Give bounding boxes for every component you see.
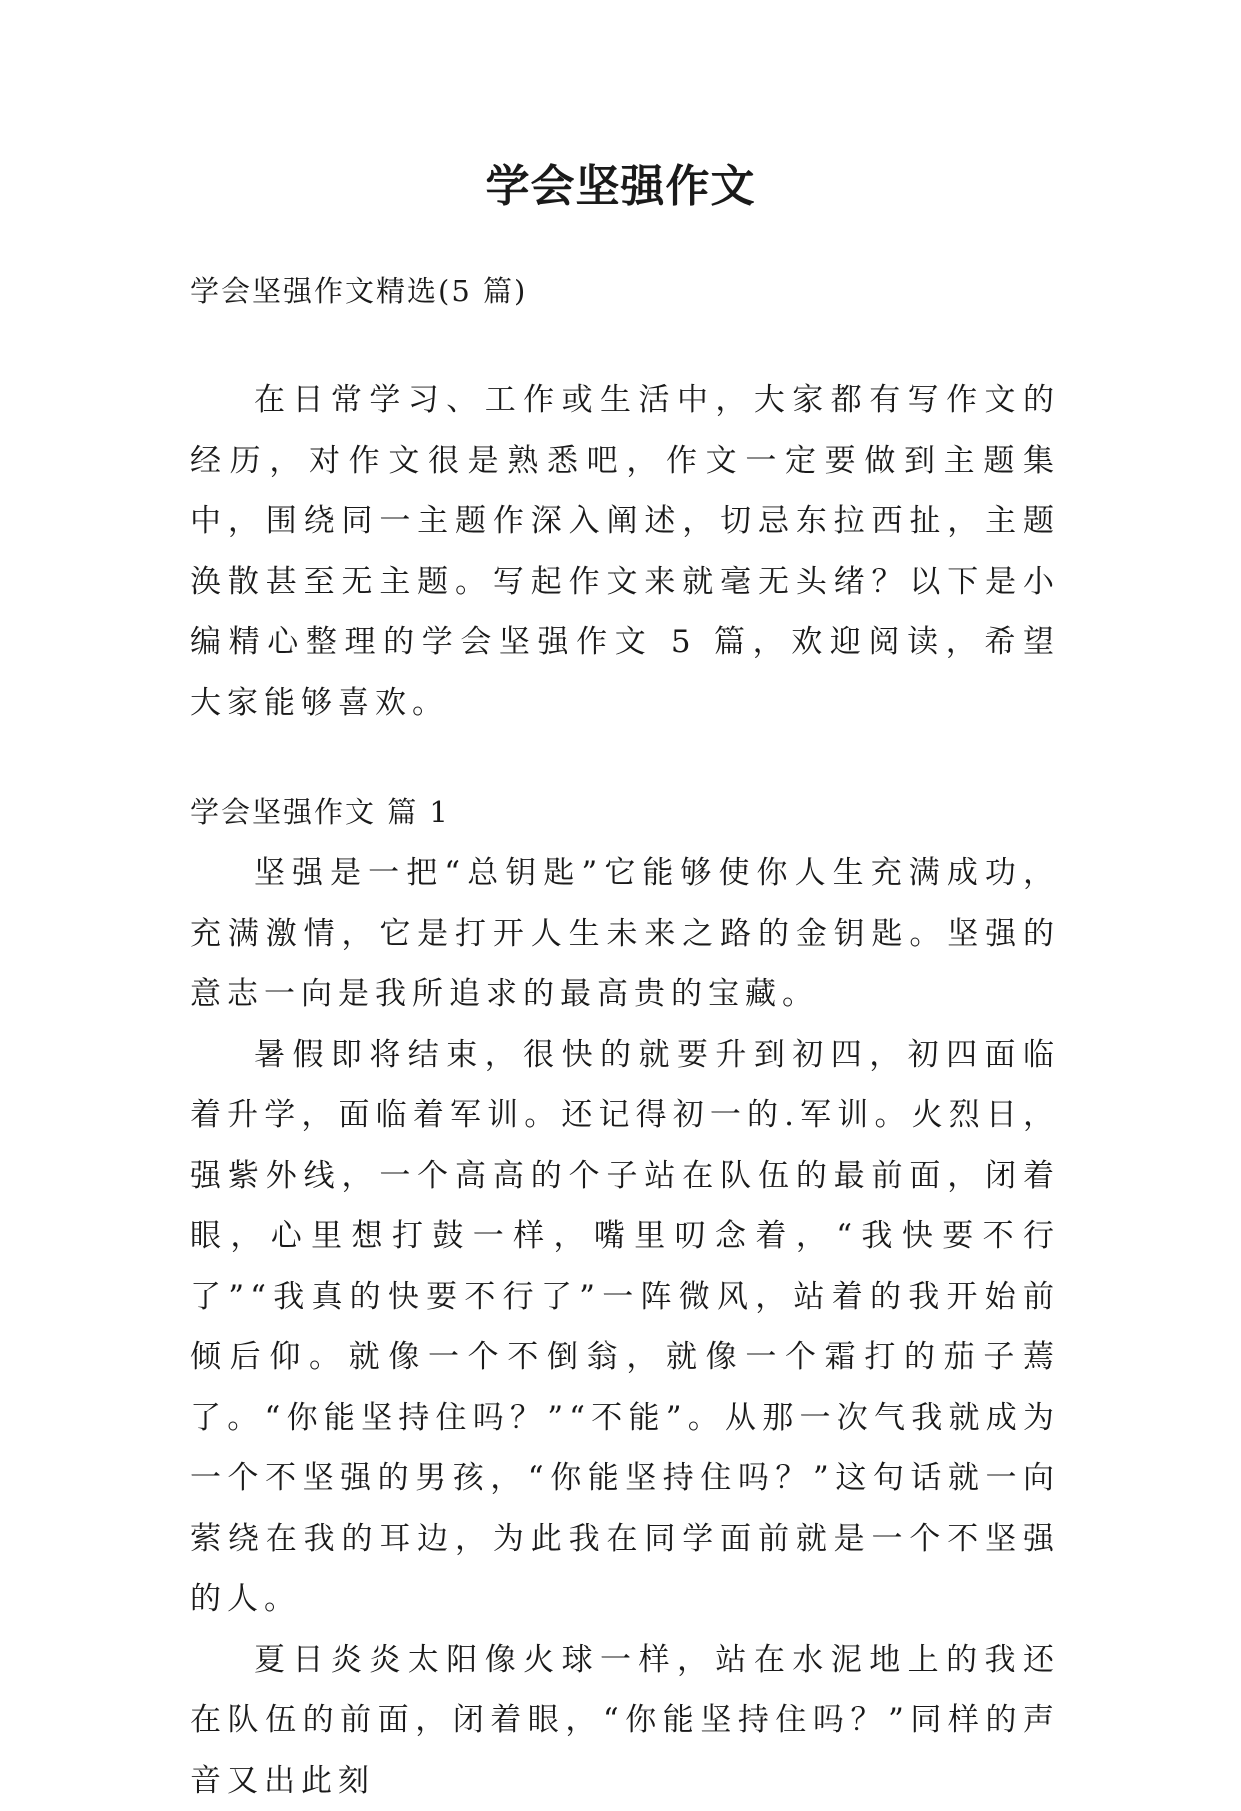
document-subtitle: 学会坚强作文精选(5 篇) <box>190 262 1060 320</box>
section-heading: 学会坚强作文 篇 1 <box>190 783 1060 841</box>
document-title: 学会坚强作文 <box>0 150 1241 214</box>
body-paragraph-3: 夏日炎炎太阳像火球一样，站在水泥地上的我还在队伍的前面，闭着眼，“你能坚持住吗？”同样的声音又出此刻 <box>190 1630 1060 1811</box>
body-paragraph-1: 坚强是一把“总钥匙”它能够使你人生充满成功，充满激情，它是打开人生未来之路的金钥匙。坚强的意志一向是我所追求的最高贵的宝藏。 <box>190 843 1060 1025</box>
body-paragraph-2: 暑假即将结束，很快的就要升到初四，初四面临着升学，面临着军训。还记得初一的.军训。火烈日，强紫外线，一个高高的个子站在队伍的最前面，闭着眼，心里想打鼓一样，嘴里叨念着，“我快要不行了”“我真的快要不行了”一阵微风，站着的我开始前倾后仰。就像一个不倒翁，就像一个霜打的茄子蔫了。“你能坚持住吗？”“不能”。从那一次气我就成为一个不坚强的男孩，“你能坚持住吗？”这句话就一向萦绕在我的耳边，为此我在同学面前就是一个不坚强的人。 <box>190 1025 1060 1630</box>
document-body <box>190 262 1060 1811</box>
intro-paragraph: 在日常学习、工作或生活中，大家都有写作文的经历，对作文很是熟悉吧，作文一定要做到主题集中，围绕同一主题作深入阐述，切忌东拉西扯，主题涣散甚至无主题。写起作文来就毫无头绪？以下是小编精心整理的学会坚强作文 5 篇，欢迎阅读，希望大家能够喜欢。 <box>190 370 1060 733</box>
